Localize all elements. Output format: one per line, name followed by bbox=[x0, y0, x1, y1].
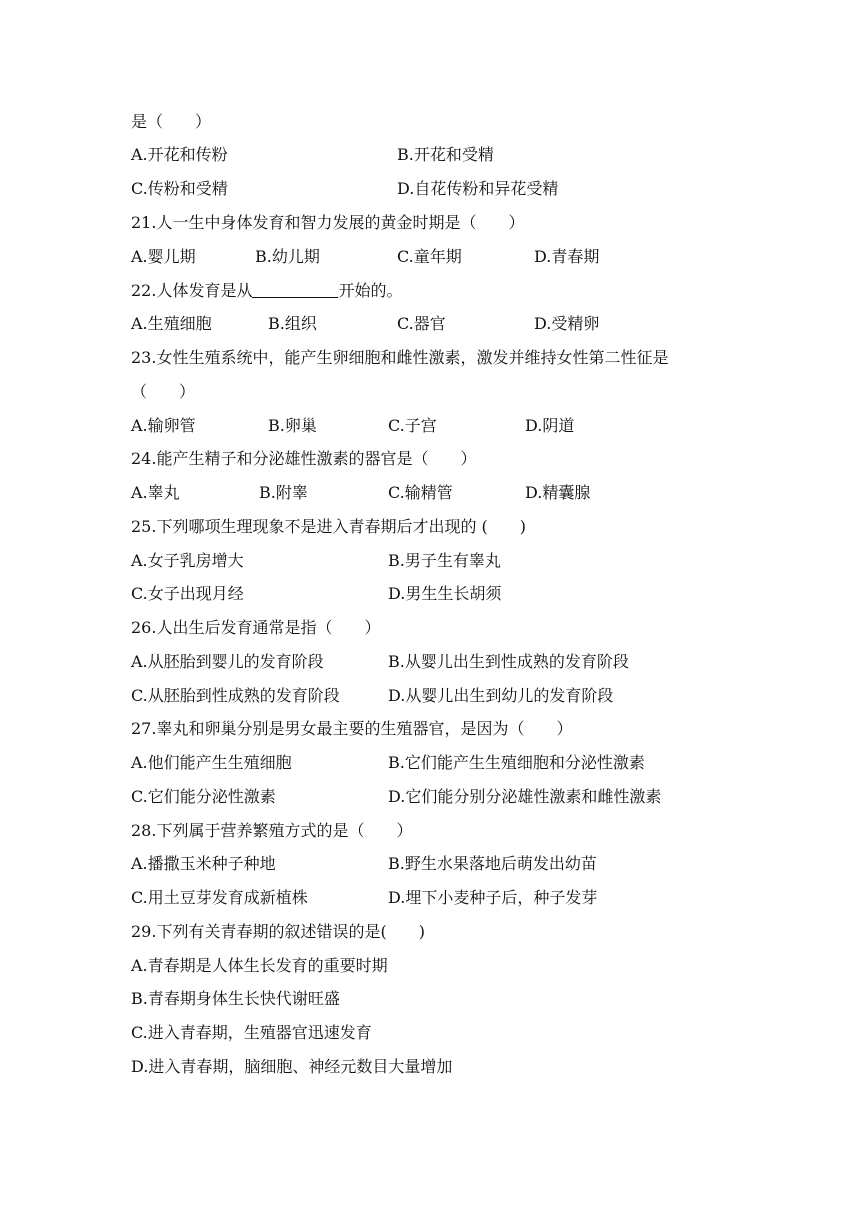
option-d: D.男生生长胡须 bbox=[388, 584, 502, 603]
question-25 bbox=[131, 515, 526, 539]
option-d: D.从婴儿出生到幼儿的发育阶段 bbox=[388, 686, 614, 705]
line-text: C.进入青春期，生殖器官迅速发育 bbox=[131, 1023, 372, 1042]
option-b: B.组织 bbox=[268, 314, 317, 333]
option-c: C.传粉和受精 bbox=[131, 179, 228, 198]
question-23 bbox=[131, 346, 668, 370]
option-a: A.输卵管 bbox=[131, 416, 196, 435]
option-c: C.女子出现月经 bbox=[131, 584, 244, 603]
option-c: C.它们能分泌性激素 bbox=[131, 787, 276, 806]
option-b: B.男子生有睾丸 bbox=[388, 551, 501, 570]
option-a bbox=[131, 954, 388, 978]
option-c: C.输精管 bbox=[388, 483, 453, 502]
option-c bbox=[131, 1021, 372, 1045]
line-text: （ ） bbox=[131, 382, 196, 401]
option-a: A.播撒玉米种子种地 bbox=[131, 854, 276, 873]
line-text: 21.人一生中身体发育和智力发展的黄金时期是（ ） bbox=[131, 213, 525, 232]
option-b: B.附睾 bbox=[259, 483, 308, 502]
option-b bbox=[131, 987, 340, 1011]
question-24 bbox=[131, 447, 476, 471]
option-d: D.它们能分别分泌雄性激素和雌性激素 bbox=[388, 787, 662, 806]
line-text: 是（ ） bbox=[131, 112, 212, 131]
option-a: A.他们能产生生殖细胞 bbox=[131, 753, 292, 772]
option-d: D.埋下小麦种子后，种子发芽 bbox=[388, 888, 598, 907]
option-b: B.野生水果落地后萌发出幼苗 bbox=[388, 854, 597, 873]
line-text: 28.下列属于营养繁殖方式的是（ ） bbox=[131, 821, 413, 840]
question-27 bbox=[131, 717, 572, 741]
fill-in-blank bbox=[252, 281, 338, 298]
line-text: 27.睾丸和卵巢分别是男女最主要的生殖器官，是因为（ ） bbox=[131, 719, 573, 738]
line-text: D.进入青春期，脑细胞、神经元数目大量增加 bbox=[131, 1057, 453, 1076]
option-c: C.子宫 bbox=[388, 416, 437, 435]
question-23-continuation bbox=[131, 380, 195, 404]
option-d bbox=[131, 1055, 452, 1079]
question-20-continuation bbox=[131, 110, 211, 134]
line-text: 23.女性生殖系统中，能产生卵细胞和雌性激素，激发并维持女性第二性征是 bbox=[131, 348, 669, 367]
option-c: C.童年期 bbox=[397, 247, 462, 266]
line-text: 24.能产生精子和分泌雄性激素的器官是（ ） bbox=[131, 449, 477, 468]
line-text: B.青春期身体生长快代谢旺盛 bbox=[131, 989, 340, 1008]
option-a: A.生殖细胞 bbox=[131, 314, 212, 333]
question-28 bbox=[131, 819, 412, 843]
line-text: 22.人体发育是从 bbox=[131, 281, 253, 300]
option-b: B.开花和受精 bbox=[397, 145, 494, 164]
option-a: A.婴儿期 bbox=[131, 247, 196, 266]
option-a: A.睾丸 bbox=[131, 483, 180, 502]
option-d: D.青春期 bbox=[534, 247, 600, 266]
option-a: A.女子乳房增大 bbox=[131, 551, 244, 570]
option-b: B.幼儿期 bbox=[255, 247, 320, 266]
option-b: B.从婴儿出生到性成熟的发育阶段 bbox=[388, 652, 629, 671]
line-text: 26.人出生后发育通常是指（ ） bbox=[131, 618, 381, 637]
question-22 bbox=[131, 279, 402, 303]
option-c: C.从胚胎到性成熟的发育阶段 bbox=[131, 686, 340, 705]
line-text: A.青春期是人体生长发育的重要时期 bbox=[131, 956, 388, 975]
option-a: A.开花和传粉 bbox=[131, 145, 228, 164]
option-a: A.从胚胎到婴儿的发育阶段 bbox=[131, 652, 324, 671]
line-text: 开始的。 bbox=[338, 281, 403, 300]
option-d: D.阴道 bbox=[525, 416, 575, 435]
option-b: B.它们能产生生殖细胞和分泌性激素 bbox=[388, 753, 645, 772]
question-21 bbox=[131, 211, 524, 235]
option-d: D.受精卵 bbox=[534, 314, 600, 333]
option-c: C.用土豆芽发育成新植株 bbox=[131, 888, 308, 907]
question-29 bbox=[131, 920, 425, 944]
option-b: B.卵巢 bbox=[268, 416, 317, 435]
line-text: 25.下列哪项生理现象不是进入青春期后才出现的 ( ) bbox=[131, 517, 527, 536]
option-c: C.器官 bbox=[397, 314, 446, 333]
line-text: 29.下列有关青春期的叙述错误的是( ) bbox=[131, 922, 425, 941]
option-d: D.精囊腺 bbox=[525, 483, 591, 502]
question-26 bbox=[131, 616, 380, 640]
option-d: D.自花传粉和异花受精 bbox=[397, 179, 559, 198]
